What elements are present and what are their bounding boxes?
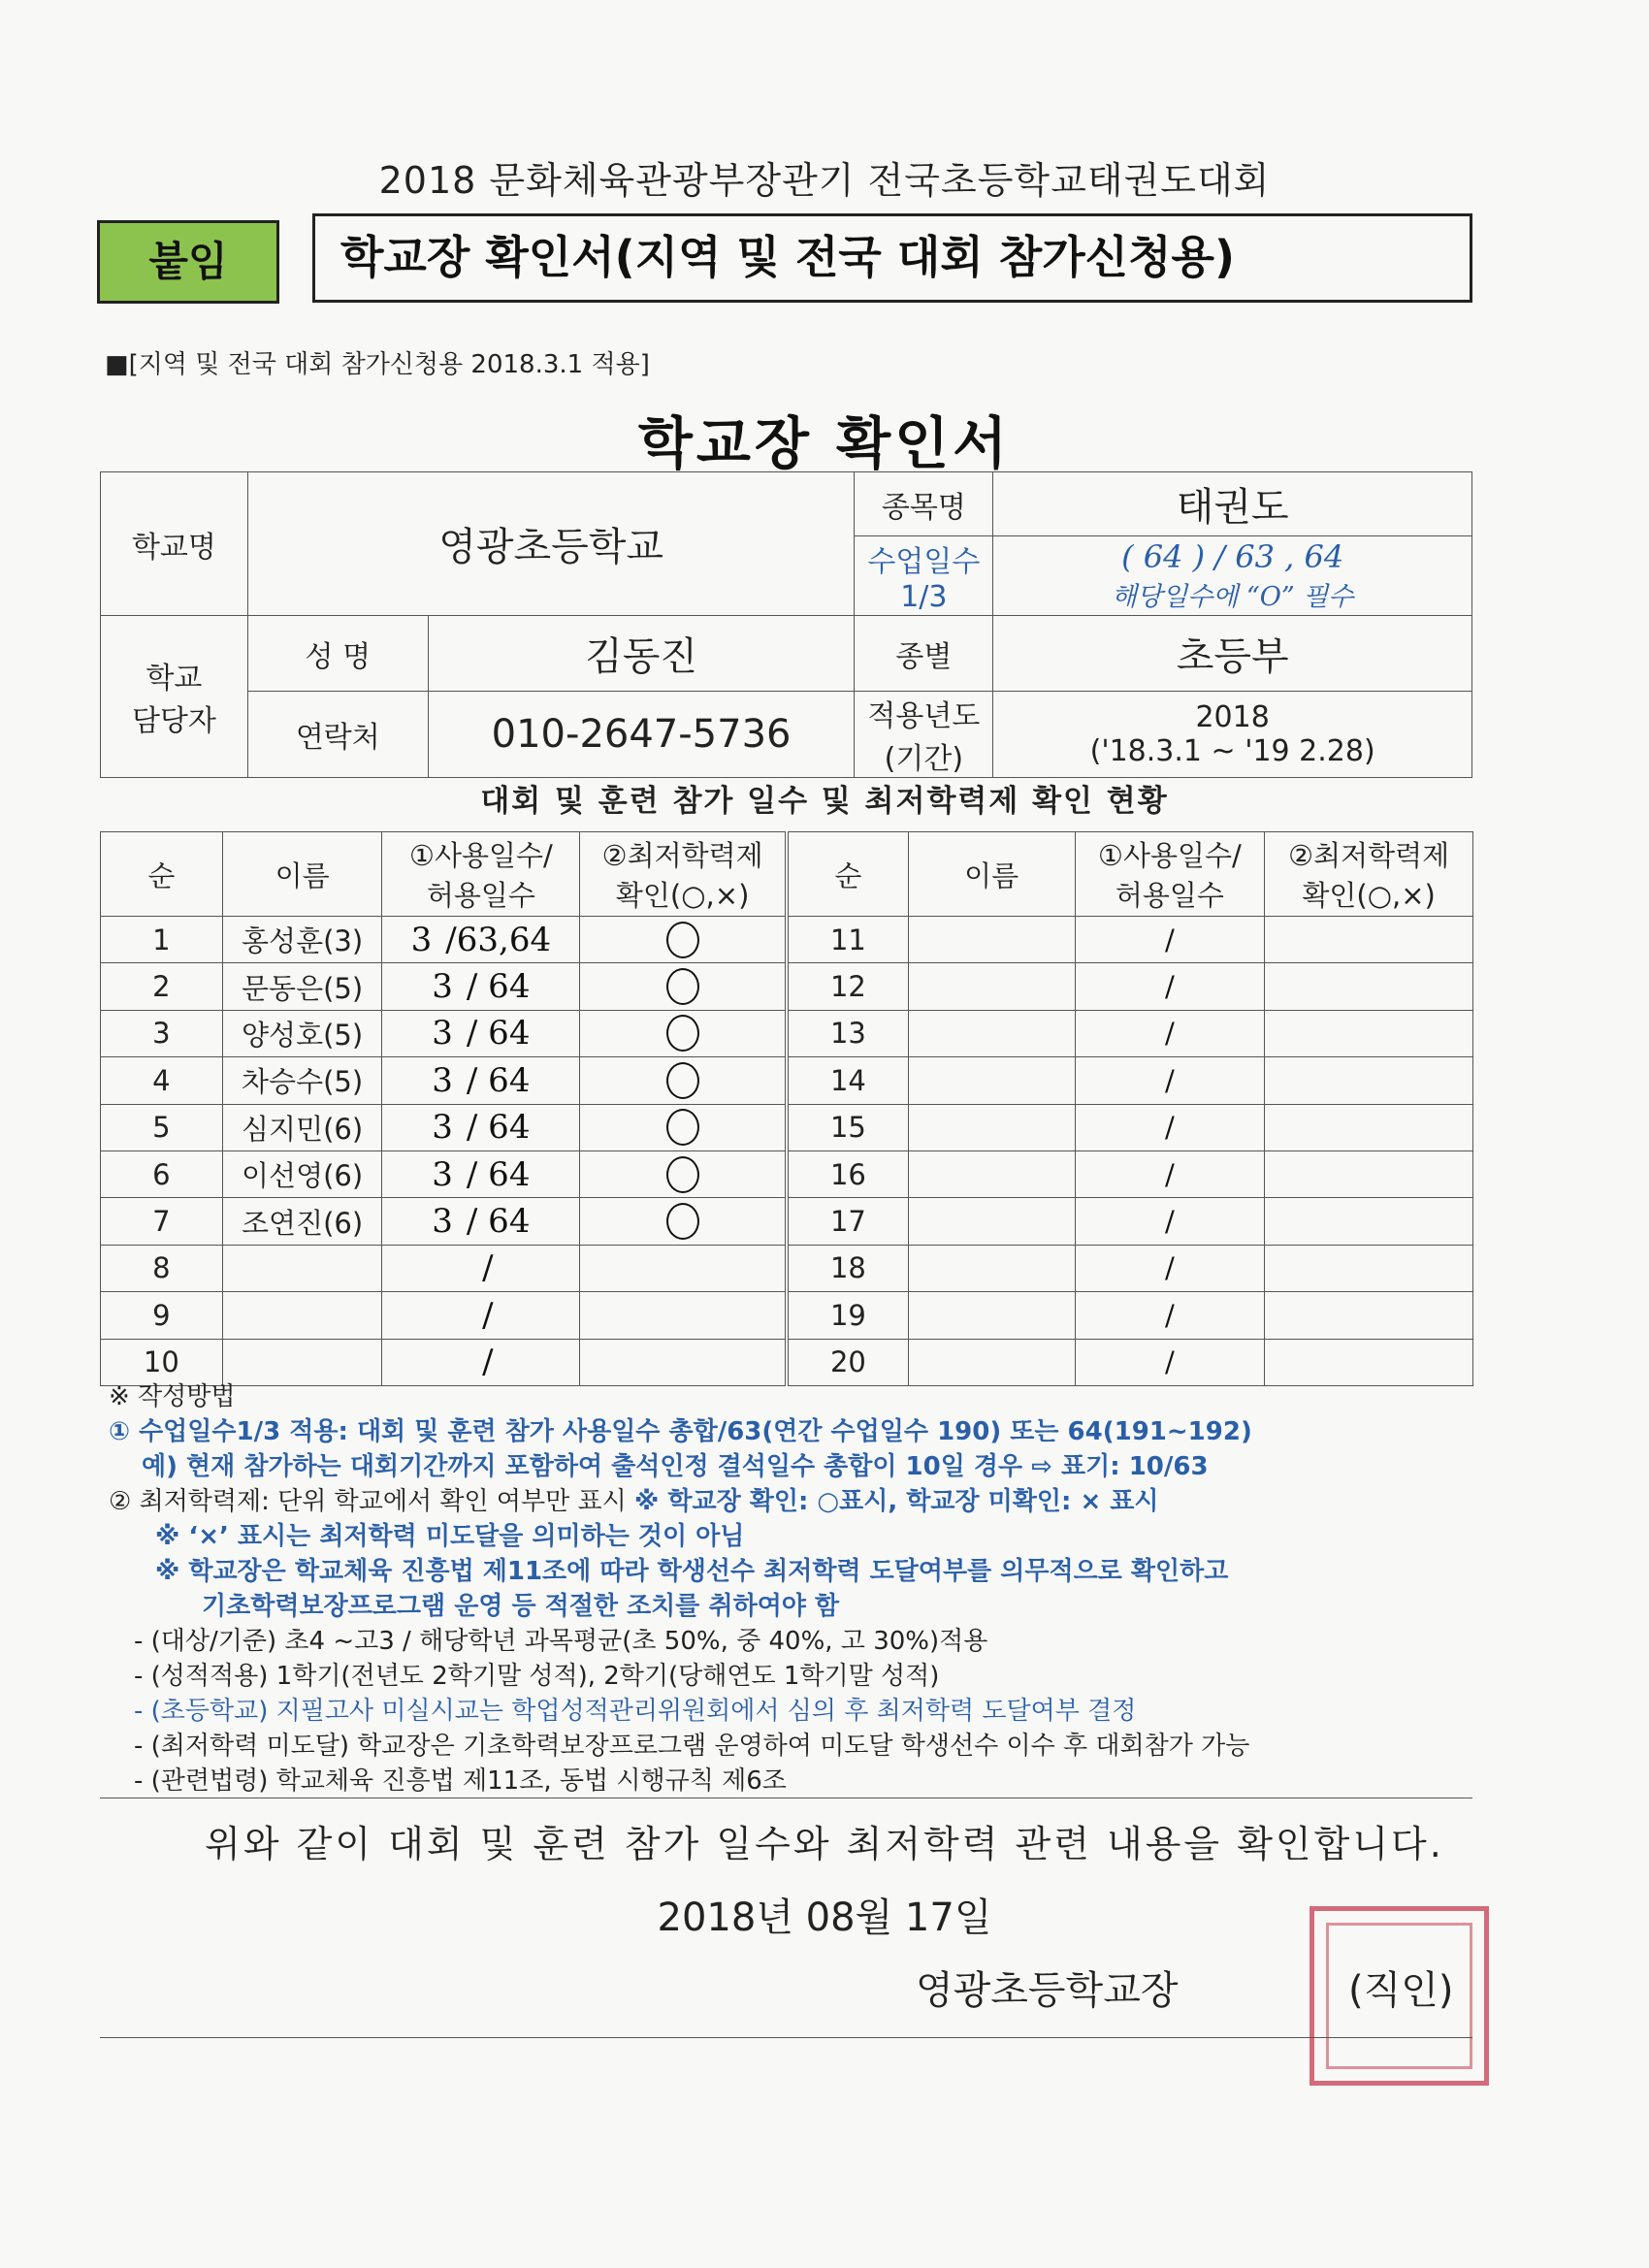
row-days: [382, 1010, 580, 1056]
detail-3: - (초등학교) 지필고사 미실시교는 학업성적관리위원회에서 심의 후 최저학력 도달여부 결정: [134, 1697, 1137, 1726]
detail-5: - (관련법령) 학교체육 진흥법 제11조, 동법 시행규칙 제6조: [134, 1766, 787, 1796]
row-days: [382, 1104, 580, 1150]
row-days: [382, 1150, 580, 1197]
row-name: [908, 1150, 1075, 1197]
row-days: [382, 1245, 580, 1291]
confirm-statement: 위와 같이 대회 및 훈련 참가 일수와 최저학력 관련 내용을 확인합니다.: [205, 1823, 1444, 1865]
row-no: 9: [101, 1292, 223, 1339]
check-circle-icon: [666, 1062, 699, 1099]
days-note: 해당일수에 “O” 필수: [1111, 582, 1354, 612]
header-days-line2: 허용일수: [426, 879, 535, 912]
row-no: 3: [101, 1010, 223, 1056]
row-no: 7: [101, 1198, 223, 1245]
header-name: 이름: [222, 832, 382, 917]
allowed-days: /63,64: [445, 920, 552, 959]
seal-label: (직인): [1348, 1968, 1454, 2013]
row-no: 12: [789, 963, 909, 1010]
apply-line: ■[지역 및 전국 대회 참가신청용 2018.3.1 적용]: [105, 350, 650, 379]
check-circle-icon: [666, 1109, 699, 1146]
name-label: 성 명: [247, 616, 428, 692]
row-no: 1: [101, 917, 223, 963]
allowed-days: / 64: [466, 1108, 531, 1148]
header-min-line1: ②최저학력제: [1288, 839, 1450, 872]
row-name: [908, 1104, 1075, 1150]
allowed-days: /: [1075, 1150, 1265, 1197]
row-days: [382, 1292, 580, 1339]
year-label-cell: [855, 692, 993, 778]
note-2a-blue: ※ 학교장 확인: ○표시, 학교장 미확인: × 표시: [634, 1487, 1159, 1516]
row-check: [580, 1150, 786, 1197]
row-name: 홍성훈(3): [222, 917, 382, 963]
year-value: 2018: [1195, 700, 1270, 734]
used-days: 3: [432, 1014, 453, 1053]
row-check: [580, 1104, 786, 1150]
row-days: [382, 1057, 580, 1104]
row-no: 6: [101, 1150, 223, 1197]
header-min-line2: 확인(○,×): [615, 879, 750, 912]
used-days: 3: [432, 967, 453, 1007]
row-no: 4: [101, 1057, 223, 1104]
table-row: [101, 1292, 786, 1339]
table-row: [101, 1198, 786, 1245]
row-days: [382, 963, 580, 1010]
row-check: [1265, 1057, 1473, 1104]
table-row: [789, 1010, 1473, 1056]
notes-section: [109, 1379, 1505, 1798]
row-name: [222, 1245, 382, 1291]
header-days-line1: ①사용일수/: [408, 839, 553, 872]
detail-2: - (성적적용) 1학기(전년도 2학기말 성적), 2학기(당해연도 1학기말 성적): [134, 1662, 940, 1691]
period-value: ('18.3.1 ~ '19 2.28): [1089, 734, 1375, 768]
year-sub: (기간): [884, 742, 964, 776]
header-no: 순: [101, 832, 223, 917]
note-1a: ① 수업일수1/3 적용: 대회 및 훈련 참가 사용일수 총합/63(연간 수업일수 190) 또는 64(191~192): [109, 1417, 1252, 1446]
header-days-line1: ①사용일수/: [1097, 839, 1242, 872]
table-row: [789, 1245, 1473, 1291]
table-row: [789, 1150, 1473, 1197]
row-no: 20: [789, 1339, 909, 1385]
school-label: 학교명: [101, 472, 248, 616]
row-check: [580, 963, 786, 1010]
allowed-days: /: [1075, 917, 1265, 963]
table-row: [789, 1057, 1473, 1104]
note-2b: ※ ‘×’ 표시는 최저학력 미도달을 의미하는 것이 아님: [155, 1522, 745, 1551]
used-days: 3: [432, 1154, 453, 1194]
row-check: [1265, 1104, 1473, 1150]
header-min-line2: 확인(○,×): [1302, 879, 1436, 912]
allowed-days: /: [1075, 1057, 1265, 1104]
info-table: [100, 471, 1472, 778]
table-row: [101, 963, 786, 1010]
table-row: [101, 1057, 786, 1104]
title-box: 학교장 확인서(지역 및 전국 대회 참가신청용): [312, 213, 1472, 303]
row-days: [382, 1198, 580, 1245]
header-days: [382, 832, 580, 917]
row-check: [580, 1245, 786, 1291]
row-name: 양성호(5): [222, 1010, 382, 1056]
allowed-days: /: [1075, 1010, 1265, 1056]
table-row: [789, 1104, 1473, 1150]
row-check: [580, 1198, 786, 1245]
check-circle-icon: [666, 1156, 699, 1193]
year-label: 적용년도: [867, 699, 981, 733]
row-name: [908, 1198, 1075, 1245]
row-no: 8: [101, 1245, 223, 1291]
days-value-cell: [993, 536, 1472, 616]
section-title: 대회 및 훈련 참가 일수 및 최저학력제 확인 현황: [480, 784, 1169, 819]
header-min: [1265, 832, 1473, 917]
document-date: 2018년 08월 17일: [657, 1895, 992, 1940]
days-value: ( 64 ) / 63 , 64: [1121, 538, 1344, 575]
header-name: 이름: [908, 832, 1075, 917]
row-check: [1265, 1010, 1473, 1056]
allowed-days: /: [482, 1295, 494, 1335]
table-row: [101, 1245, 786, 1291]
principal-name: 영광초등학교장: [916, 1968, 1179, 2013]
note-2d: 기초학력보장프로그램 운영 등 적절한 조치를 취하여야 함: [202, 1592, 840, 1621]
row-check: [580, 1010, 786, 1056]
row-no: 18: [789, 1245, 909, 1291]
category-value: 초등부: [993, 616, 1472, 692]
header-min-line1: ②최저학력제: [601, 839, 763, 872]
row-days: [382, 917, 580, 963]
allowed-days: / 64: [466, 1202, 531, 1242]
allowed-days: /: [1075, 1292, 1265, 1339]
allowed-days: / 64: [466, 1060, 531, 1100]
row-name: [908, 917, 1075, 963]
allowed-days: / 64: [466, 1014, 531, 1053]
allowed-days: /: [1075, 1245, 1265, 1291]
phone-label: 연락처: [247, 692, 428, 778]
table-row: [789, 1292, 1473, 1339]
table-row: [101, 917, 786, 963]
name-value: 김동진: [428, 616, 855, 692]
header-min: [580, 832, 786, 917]
note-2c: ※ 학교장은 학교체육 진흥법 제11조에 따라 학생선수 최저학력 도달여부를 의무적으로 확인하고: [155, 1557, 1229, 1586]
phone-value: 010-2647-5736: [428, 692, 855, 778]
school-name: 영광초등학교: [247, 472, 855, 616]
row-check: [580, 1057, 786, 1104]
row-no: 16: [789, 1150, 909, 1197]
row-no: 5: [101, 1104, 223, 1150]
allowed-days: /: [1075, 1198, 1265, 1245]
row-name: [908, 963, 1075, 1010]
days-label: 수업일수: [867, 545, 981, 579]
header-no: 순: [789, 832, 909, 917]
contact-label: 학교 담당자: [101, 616, 248, 778]
header-days-line2: 허용일수: [1115, 879, 1224, 912]
row-name: [222, 1292, 382, 1339]
row-check: [580, 917, 786, 963]
row-no: 17: [789, 1198, 909, 1245]
table-row: [789, 1198, 1473, 1245]
row-name: 이선영(6): [222, 1150, 382, 1197]
days-sub: 1/3: [900, 580, 948, 614]
table-row: [101, 1010, 786, 1056]
row-name: 문동은(5): [222, 963, 382, 1010]
row-name: 심지민(6): [222, 1104, 382, 1150]
competition-title: 2018 문화체육관광부장관기 전국초등학교태권도대회: [378, 159, 1271, 202]
attachment-badge: 붙임: [97, 220, 279, 304]
row-no: 13: [789, 1010, 909, 1056]
event-label: 종목명: [855, 472, 993, 536]
days-label-cell: [855, 536, 993, 616]
check-circle-icon: [666, 1015, 699, 1052]
row-check: [1265, 1150, 1473, 1197]
event-value: 태권도: [993, 472, 1472, 536]
row-name: 차승수(5): [222, 1057, 382, 1104]
row-name: [908, 1245, 1075, 1291]
used-days: 3: [432, 1060, 453, 1100]
row-name: [908, 1057, 1075, 1104]
allowed-days: /: [1075, 1104, 1265, 1150]
used-days: 3: [432, 1108, 453, 1148]
table-row: [789, 917, 1473, 963]
row-name: 조연진(6): [222, 1198, 382, 1245]
row-name: [908, 1010, 1075, 1056]
table-row: [101, 1104, 786, 1150]
used-days: 3: [410, 920, 433, 959]
allowed-days: / 64: [466, 967, 531, 1007]
table-row: [101, 1150, 786, 1197]
bottom-line: [100, 2037, 1472, 2038]
note-1b: 예) 현재 참가하는 대회기간까지 포함하여 출석인정 결석일수 총합이 10일 경우 ⇨ 표기: 10/63: [142, 1452, 1209, 1481]
row-no: 11: [789, 917, 909, 963]
header-days: [1075, 832, 1265, 917]
check-circle-icon: [666, 1203, 699, 1240]
detail-1: - (대상/기준) 초4 ~고3 / 해당학년 과목평균(초 50%, 중 40%, 고 30%)적용: [134, 1627, 988, 1656]
row-check: [1265, 963, 1473, 1010]
document-title: 학교장 확인서: [637, 410, 1012, 476]
allowed-days: /: [482, 1343, 494, 1382]
allowed-days: /: [482, 1248, 494, 1288]
participants-table-left: [100, 831, 786, 1386]
check-circle-icon: [666, 968, 699, 1005]
allowed-days: /: [1075, 1339, 1265, 1385]
detail-4: - (최저학력 미도달) 학교장은 기초학력보장프로그램 운영하여 미도달 학생선수 이수 후 대회참가 가능: [134, 1732, 1250, 1761]
row-check: [1265, 1292, 1473, 1339]
category-label: 종별: [855, 616, 993, 692]
table-row: [789, 963, 1473, 1010]
row-no: 19: [789, 1292, 909, 1339]
notes-heading: ※ 작성방법: [109, 1382, 236, 1411]
note-2a-plain: ② 최저학력제: 단위 학교에서 확인 여부만 표시: [109, 1487, 627, 1516]
row-check: [1265, 1245, 1473, 1291]
check-circle-icon: [666, 922, 699, 958]
participants-table-right: [788, 831, 1473, 1386]
year-value-cell: [993, 692, 1472, 778]
used-days: 3: [432, 1202, 453, 1242]
allowed-days: /: [1075, 963, 1265, 1010]
row-no: 14: [789, 1057, 909, 1104]
row-check: [1265, 1198, 1473, 1245]
note-2a: [109, 1484, 1505, 1519]
row-no: 15: [789, 1104, 909, 1150]
row-no: 10: [101, 1339, 223, 1385]
allowed-days: / 64: [466, 1154, 531, 1194]
row-no: 2: [101, 963, 223, 1010]
row-name: [908, 1292, 1075, 1339]
row-check: [1265, 917, 1473, 963]
row-check: [580, 1292, 786, 1339]
